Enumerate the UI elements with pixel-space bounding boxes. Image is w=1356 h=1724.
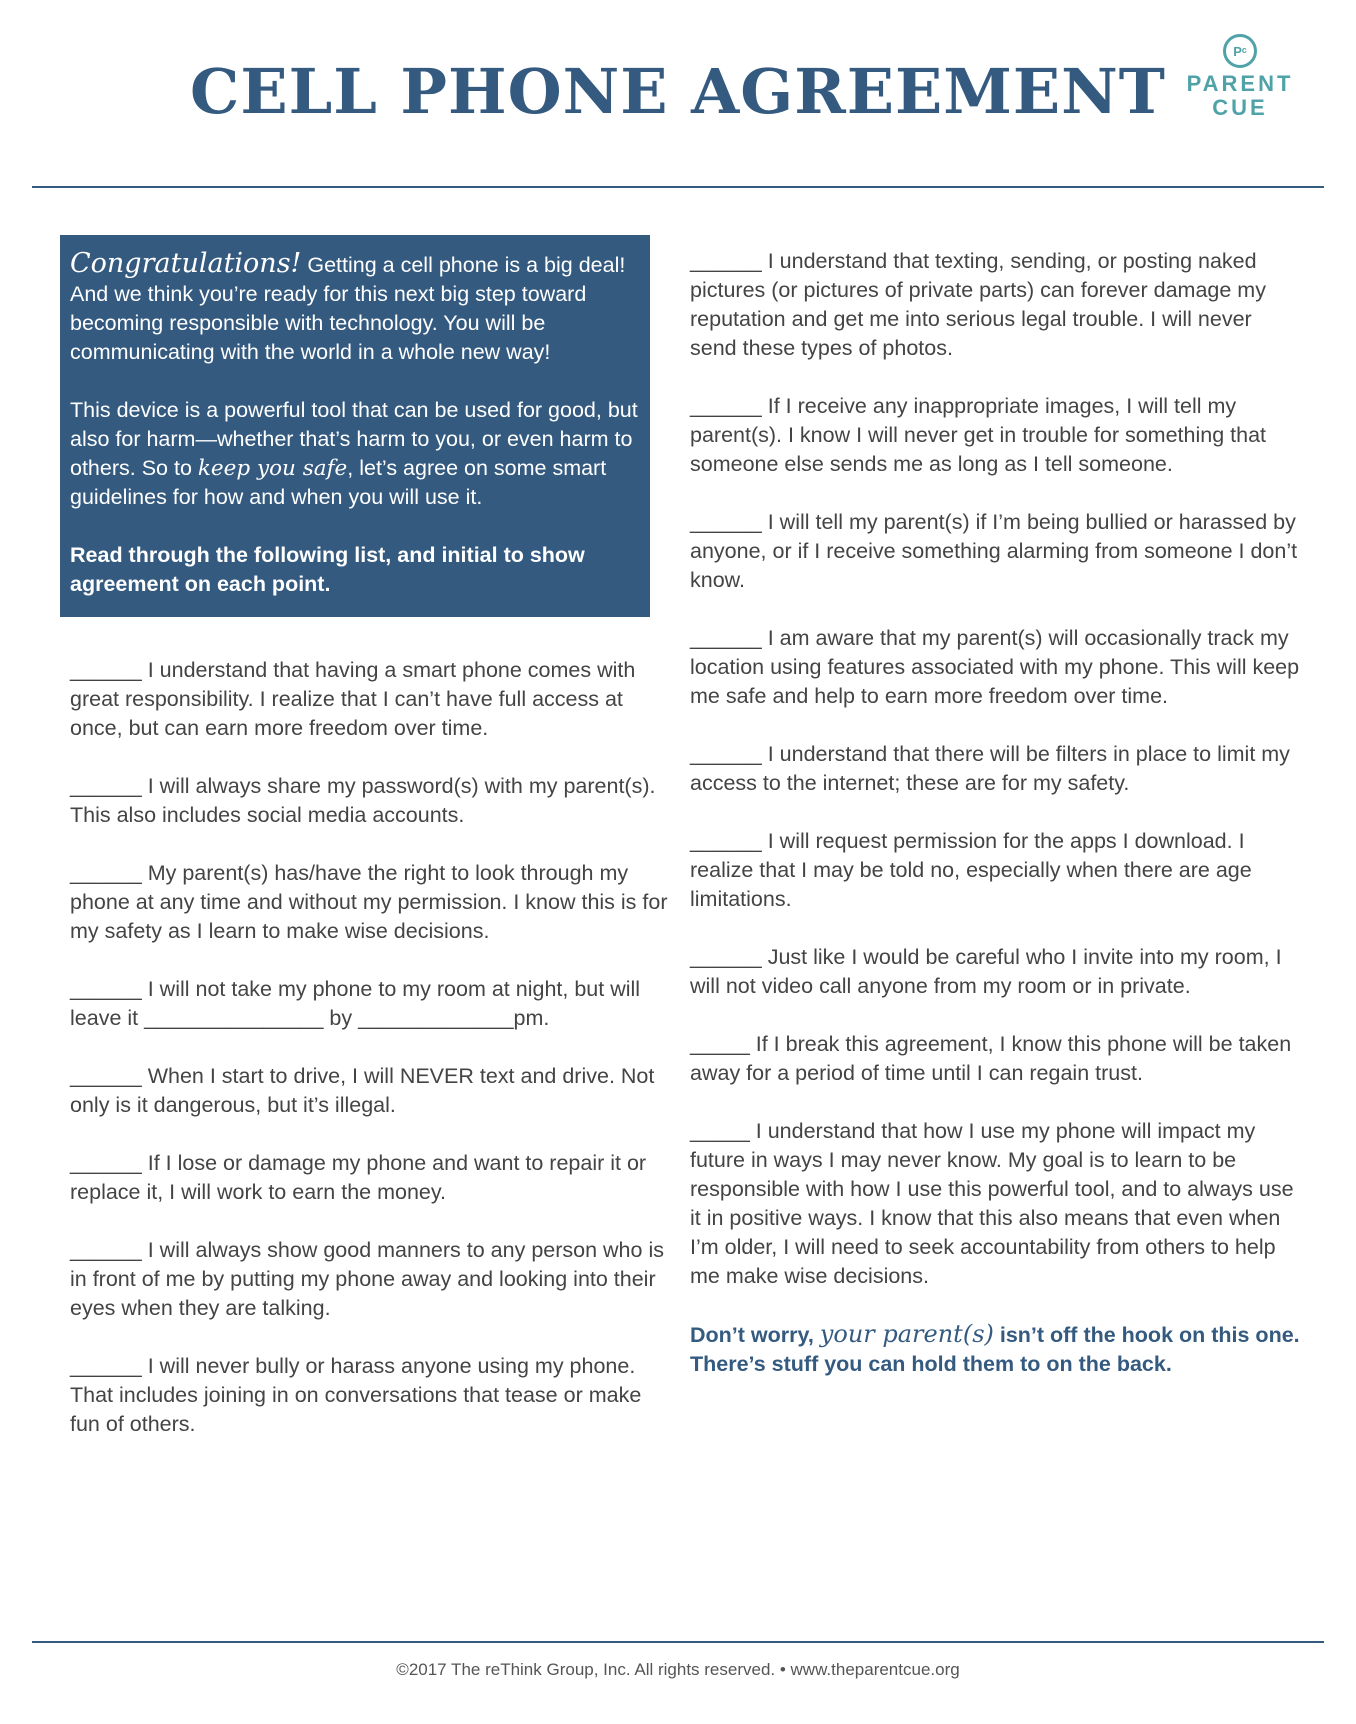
agreement-item: ______ I understand that there will be filters in place to limit my access to the internet; these are for my safety. [690, 742, 1290, 795]
page-title: CELL PHONE AGREEMENT [190, 55, 1166, 128]
left-column-items [70, 656, 670, 1468]
agreement-item: ______ I understand that texting, sending, or posting naked pictures (or pictures of private parts) can forever damage my reputation and get me into serious legal trouble. I will never send these types of photos. [690, 249, 1266, 360]
copyright-footer: ©2017 The reThink Group, Inc. All rights reserved. • www.theparentcue.org [396, 1660, 960, 1679]
header-divider [32, 186, 1324, 188]
parent-cue-logo [1180, 34, 1300, 120]
agreement-item: ______ I am aware that my parent(s) will occasionally track my location using features associated with my phone. This will keep me safe and help to earn more freedom over time. [690, 626, 1300, 708]
logo-line-2: CUE [1212, 95, 1268, 120]
intro-paragraph-2 [70, 396, 640, 512]
logo-mark-icon: Pᶜ [1223, 34, 1257, 68]
right-column-items [690, 247, 1300, 1379]
agreement-item: _____ If I break this agreement, I know this phone will be taken away for a period of time until I can regain trust. [690, 1032, 1292, 1085]
agreement-item: _____ I understand that how I use my phone will impact my future in ways I may never know. My goal is to learn to be responsible with how I use this powerful tool, and to always use it in positive ways. I know that this also means that even when I’m older, I will need to seek accountability from others to help me make wise decisions. [690, 1119, 1294, 1288]
intro-p1-text: Getting a cell phone is a big deal! And we think you’re ready for this next big step toward becoming responsible with technology. You will be communicating with the world in a whole new way! [70, 253, 626, 364]
agreement-item: ______ If I lose or damage my phone and want to repair it or replace it, I will work to earn the money. [70, 1151, 647, 1204]
congratulations-script: Congratulations! [70, 248, 302, 279]
agreement-item: ______ When I start to drive, I will NEVER text and drive. Not only is it dangerous, but it’s illegal. [70, 1064, 655, 1117]
intro-box [60, 235, 650, 617]
agreement-item: ______ I will never bully or harass anyone using my phone. That includes joining in on conversations that tease or make fun of others. [70, 1354, 642, 1436]
agreement-item: ______ If I receive any inappropriate images, I will tell my parent(s). I know I will never get in trouble for something that someone else sends me as long as I tell someone. [690, 394, 1266, 476]
intro-p2-text-b: , let’s agree on some smart guidelines for how and when you will use it. [70, 456, 607, 509]
agreement-item: ______ I will always share my password(s) with my parent(s). This also includes social media accounts. [70, 774, 656, 827]
agreement-item: ______ I understand that having a smart phone comes with great responsibility. I realize that I can’t have full access at once, but can earn more freedom over time. [70, 658, 636, 740]
agreement-item: ______ I will not take my phone to my room at night, but will leave it _______________ by _____________pm. [70, 977, 641, 1030]
agreement-item: ______ Just like I would be careful who I invite into my room, I will not video call anyone from my room or in private. [690, 945, 1282, 998]
keep-you-safe-script: keep you safe [197, 456, 348, 481]
closing-text-b: isn’t off the hook on this one. There’s stuff you can hold them to on the back. [690, 1323, 1300, 1376]
your-parents-script: your parent(s) [819, 1320, 994, 1348]
closing-note [690, 1320, 1300, 1379]
agreement-item: ______ I will always show good manners to any person who is in front of me by putting my phone away and looking into their eyes when they are talking. [70, 1238, 664, 1320]
agreement-item: ______ My parent(s) has/have the right to look through my phone at any time and without my permission. I know this is for my safety as I learn to make wise decisions. [70, 861, 668, 943]
intro-paragraph-1 [70, 249, 640, 367]
intro-instruction: Read through the following list, and initial to show agreement on each point. [70, 543, 585, 596]
agreement-item: ______ I will tell my parent(s) if I’m being bullied or harassed by anyone, or if I receive something alarming from someone I don’t know. [690, 510, 1298, 592]
intro-p2-text-a: This device is a powerful tool that can be used for good, but also for harm—whether that’s harm to you, or even harm to others. So to [70, 398, 638, 480]
footer-divider [32, 1641, 1324, 1643]
agreement-item: ______ I will request permission for the apps I download. I realize that I may be told no, especially when there are age limitations. [690, 829, 1252, 911]
logo-line-1: PARENT [1186, 71, 1294, 96]
closing-text-a: Don’t worry, [690, 1323, 820, 1347]
